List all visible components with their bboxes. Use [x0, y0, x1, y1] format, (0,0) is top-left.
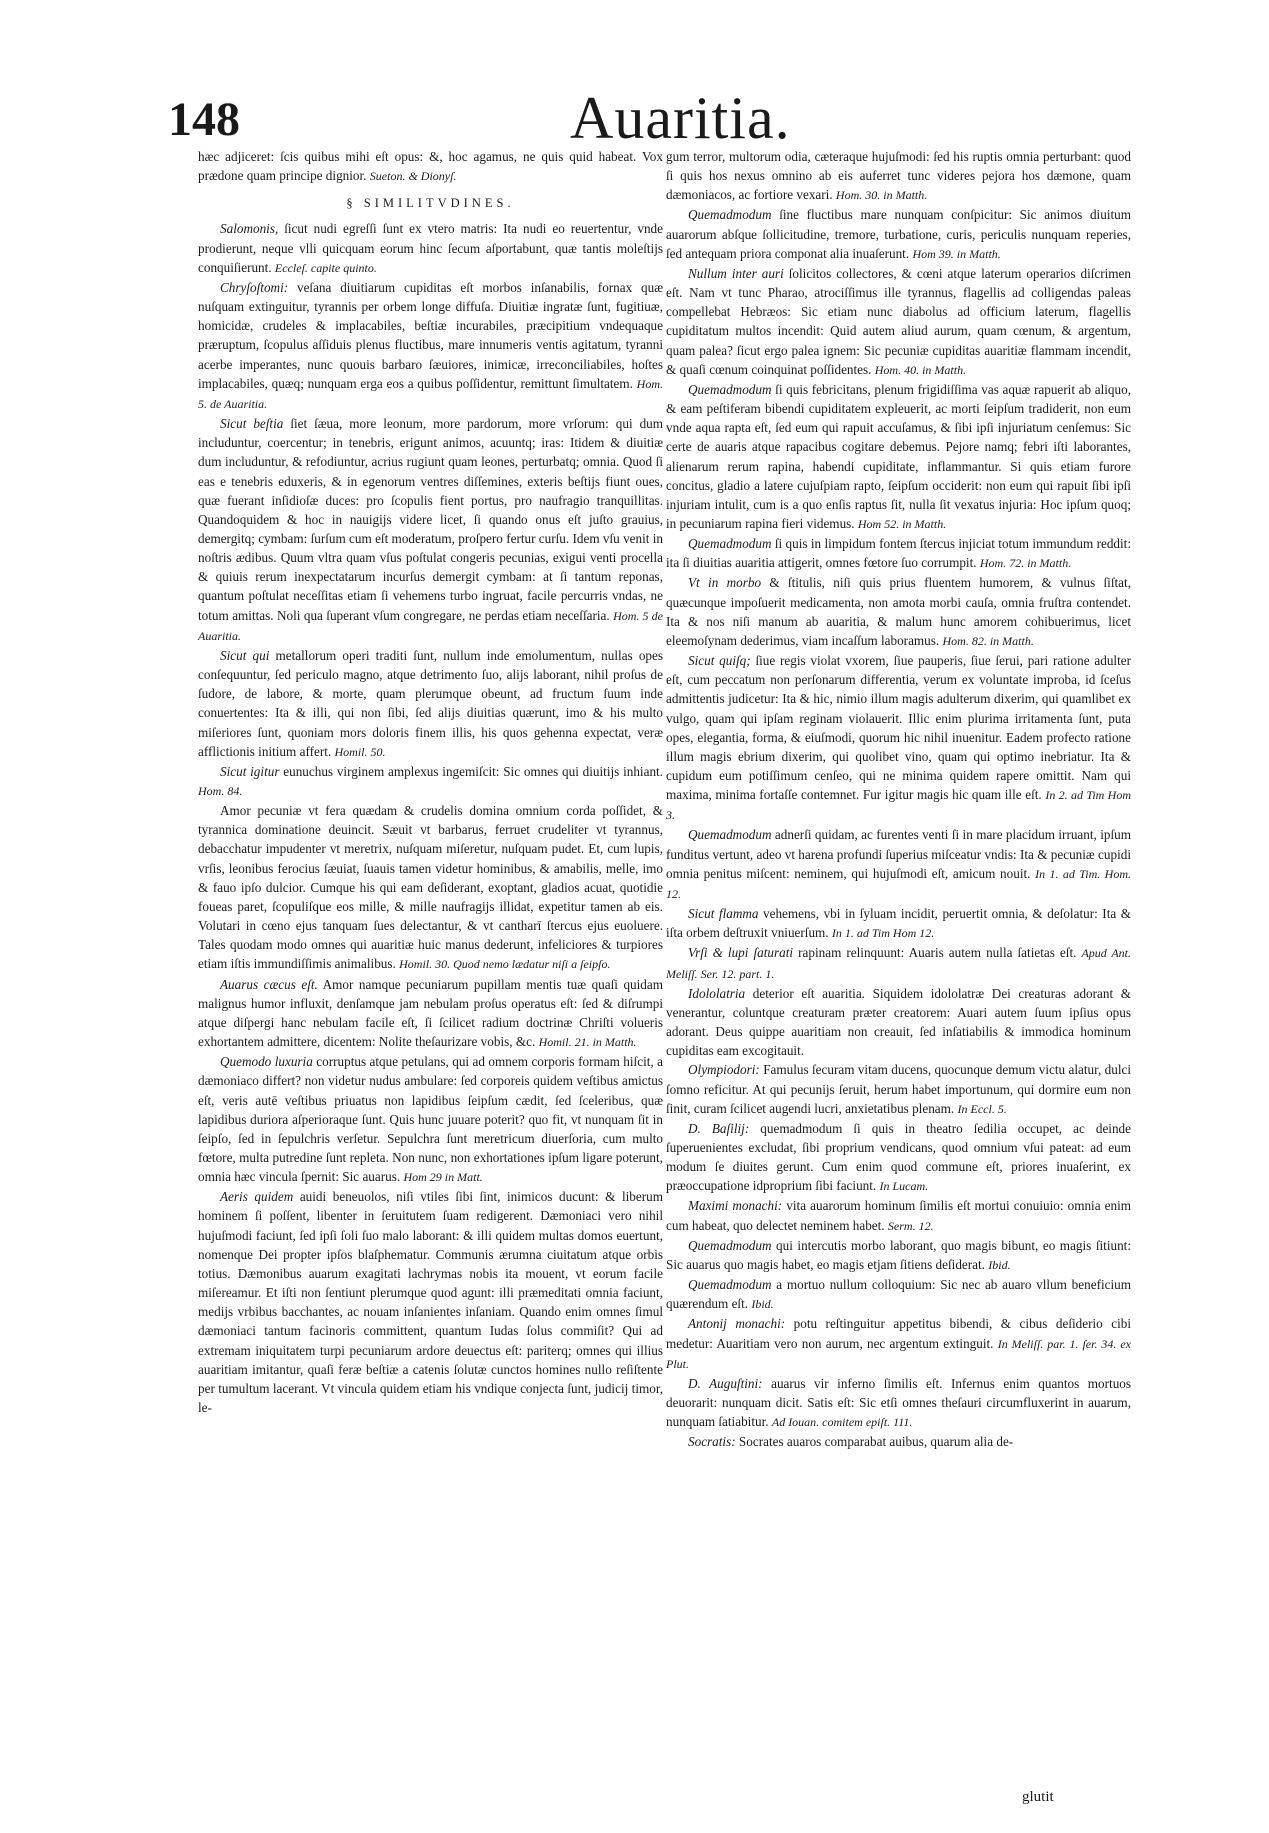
paragraph-reference: Eccleſ. capite quinto. — [274, 260, 377, 275]
paragraph — [666, 147, 1131, 205]
paragraph-reference: In 2. ad Tim Hom 3. — [666, 788, 1131, 823]
paragraph-text: Amor namque pecuniarum pupillam mentis tuæ quaſi quidam malignus humor influxit, denſamque jam nebulam proſus operatus eſt: ſed & diſrumpi atque diſpergi hanc nebulam facile eſt, ſi ſcilicet radium doctrinæ Chriſti volueris exhortantem admittere, dicentem: Nolite theſaurizare vobis, &c. — [198, 976, 664, 1050]
paragraph — [666, 1119, 1131, 1197]
paragraph-reference: Serm. 12. — [887, 1218, 934, 1233]
paragraph-text: deterior eſt auaritia. Siquidem idololatræ Dei creaturas adorant & venerantur, coluntque creaturam præter creatorem: Auari autem ſuum ipſius opus adorant. Deus quippe auaritiam non creauit, ſed inſatiabilis & immodica hominum cupiditas eam excogitauit. — [666, 985, 1132, 1059]
paragraph-text: gum terror, multorum odia, cæteraque hujuſmodi: ſed his ruptis omnia perturbant: quod ſi quis hos nexus omnino ab eis auferret tunc videres pejora hos dæmone, quam dæmoniacos, ac fortiore vexari. — [666, 149, 1131, 203]
paragraph — [198, 278, 663, 414]
paragraph — [198, 219, 663, 277]
section-heading: § SIMILITVDINES. — [346, 196, 515, 211]
paragraph-text: metallorum operi traditi ſunt, nullum inde emolumentum, nullas opes conſequuntur, ſed periculo magno, atque detrimento ſuo, alijs laborant, nihil proſus de ſudore, de labore, & morte, quam plerumque obeunt, ad fructum ſuum inde conuertentes: Ita & illi, qui non ſibi, ſed alijs diuitias quærunt, imo & his multo miſeriores ſunt, quoniam mors doloris finem illis, his quos gehenna expectat, veræ afflictionis initium affert. — [198, 647, 663, 759]
paragraph-lead: Antonij monachi: — [688, 1316, 786, 1332]
paragraph-text: veſana diuitiarum cupiditas eſt morbos inſanabilis, fornax quæ nuſquam extinguitur, tyrannis per orbem longe diffuſa. Diuitiæ ingratæ ſunt, fugitiuæ, homicidæ, crudeles & implacabiles, beſtiæ incurabiles, præcipitium vndequaque præruptum, ſcopulus aſſiduis plenus fluctibus, mare innumeris ventis agitatum, tyranni acerbe imperantes, nunc quouis barbaro ſæuiores, inimicæ, irreconciliabiles, hoſtes implacabiles, quæq; nunquam erga eos a quibus poſſidentur, remittunt ſimultatem. — [198, 279, 664, 391]
paragraph-text: hæc adjiceret: ſcis quibus mihi eſt opus: &, hoc agamus, ne quis quid habeat. Vox prædone quam principe dignior. — [198, 149, 663, 184]
paragraph — [666, 1275, 1131, 1314]
paragraph-reference: Hom 39. in Matth. — [912, 246, 1001, 261]
right-column — [666, 147, 1131, 1451]
paragraph-reference: Hom. 5 de Auaritia. — [198, 608, 663, 643]
paragraph-lead: Sicut flamma — [688, 906, 759, 922]
left-column — [198, 147, 663, 1417]
paragraph-reference: Hom 29 in Matt. — [403, 1170, 483, 1185]
paragraph — [198, 646, 663, 762]
paragraph — [666, 984, 1131, 1061]
paragraph-lead: Quemadmodum — [688, 381, 772, 397]
paragraph — [666, 1196, 1131, 1235]
paragraph — [666, 1236, 1131, 1275]
paragraph-text: ſiet ſæua, more leonum, more pardorum, more vrſorum: qui dum includuntur, coercentur; in tenebris, erigunt animos, acuuntq; iras: Itidem & diuitiæ dum includuntur, & refodiuntur, acrius rugiunt quam leones, perturbatq; omnia. Quod ſi eas e tenebris eduxeris, & in egenorum ventres diſſemines, exteris beſtijs fiunt oues, quæ fuerant inſidioſæ duces: pro ſcopulis fient portus, pro naufragio tranquillitas. Quandoquidem & hoc in nauigijs videre licet, ſi quando onus eſt juſto grauius, demergitq; cymbam: ſurſum cum eſt moderatum, proſpero fertur curſu. Idem vſu venit in noſtris ædibus. Quum vltra quam vſus poſtulat congeris pecunias, exigui venti procella & quiuis rerum inexpectatarum incurſus demergit cymbam: at ſi tantum reponas, quantum poſtulat neceſſitas etiam ſi vehemens turbo ingruat, facile percurris vndas, ne totum amittas. Noli qua ſuperant vſum congregare, ne perdas etiam neceſſaria. — [198, 416, 664, 623]
paragraph-lead: Sicut quiſq; — [688, 653, 751, 669]
paragraph-reference: In Lucam. — [879, 1179, 929, 1194]
paragraph — [666, 1060, 1131, 1118]
paragraph — [666, 1374, 1131, 1432]
paragraph-text: Amor pecuniæ vt fera quædam & crudelis domina omnium corda poſſidet, & tyrannica dominatione deuincit. Sæuit vt barbarus, ferruet crudeliter vt tyrannus, debacchatur impudenter vt meretrix, nuſquam miſeretur, nuſquam pudet. Et, cum lupis, vrſis, leonibus ferocius ſæuiat, ſuauis tamen videtur hominibus, & amabilis, melle, imo & fauo ipſo dulcior. Cumque his qui eam deſiderant, exoptant, gladios acuat, quotidie foueas paret, ſcopuliſque eos mille, & mille naufragijs illidat, expetitur tamen ab eis. Volutari in cœno ejus tanquam ſues delectantur, & vt cantharī ſtercus ejus euoluere. Tales quodam modo omnes qui auaritiæ huic manus dederunt, infeliciores & turpiores etiam iſtis immundiſſimis animalibus. — [198, 803, 663, 972]
paragraph — [666, 825, 1131, 904]
paragraph-reference: Hom. 40. in Matth. — [874, 362, 967, 377]
paragraph-text: ſiue regis violat vxorem, ſiue pauperis, ſiue ſerui, pari ratione adulter eſt, cum peccatum non perſonarum differentia, verum ex voluntate improba, id ſceſus admittentis judicetur: Ita & hic, nimio illum magis adulterum dixerim, qui quamlibet ex vulgo, quam qui ipſam reginam violauerit. Illic enim plurima irritamenta ſunt, puta opes, elegantia, forma, & eiuſmodi, quorum hic nihil inuenitur. Eadem profecto ratione illum magis ebrium dixerim, qui quolibet vino, quam qui optimo inebriatur. Ita & cupidum eum potiſſimum cenſeo, qui ne minima quidem rapere omittit. Nam qui maxima, minima fortaſſe contemnet. Fur igitur magis hic quam ille eſt. — [666, 653, 1131, 803]
paragraph-text: a mortuo nullum colloquium: Sic nec ab auaro vllum beneficium quærendum eſt. — [666, 1277, 1131, 1312]
paragraph — [666, 534, 1131, 573]
paragraph-lead: Nullum inter auri — [688, 265, 784, 281]
paragraph-lead: Sicut igitur — [220, 763, 280, 779]
paragraph-lead: Quemadmodum — [688, 207, 772, 223]
paragraph-lead: Quemadmodum — [688, 1237, 772, 1253]
paragraph-reference: Hom. 72. in Matth. — [979, 556, 1072, 571]
paragraph-reference: Hom 52. in Matth. — [857, 516, 947, 531]
paragraph-lead: D. Auguſtini: — [688, 1375, 763, 1391]
paragraph-lead: Idololatria — [688, 985, 746, 1001]
catchword: glutit — [1022, 1789, 1054, 1805]
paragraph — [198, 975, 663, 1053]
paragraph — [666, 205, 1131, 263]
paragraph-reference: In 1. ad Tim Hom 12. — [831, 926, 935, 941]
left-paragraph-list — [198, 219, 663, 1417]
paragraph — [666, 1432, 1131, 1451]
paragraph — [666, 380, 1131, 534]
paragraph-reference: Hom. 5. de Auaritia. — [198, 376, 663, 411]
paragraph-text: ſine fluctibus mare nunquam conſpicitur: Sic animos diuitum auarorum abſque ſollicitudine, tremore, turbatione, curis, periculis nunquam reperies, ſed antequam priora componat alia inuaſerunt. — [666, 207, 1131, 261]
paragraph — [198, 1187, 663, 1417]
paragraph-lead: Vt in morbo — [688, 575, 762, 591]
paragraph-text: potu reſtinguitur appetitus bibendi, & cibus deſiderio cibi medetur: Auaritiam vero non aurum, nec argentum extinguit. — [666, 1316, 1132, 1351]
running-head-title: Auaritia. — [570, 85, 791, 151]
opening-paragraph — [198, 147, 663, 186]
paragraph-reference: Ibid. — [988, 1257, 1011, 1272]
paragraph-text: adnerſi quidam, ac furentes venti ſi in mare placidum irruant, ipſum funditus vertunt, adeo vt harena profundi ſuperius miſceatur vndis: Ita & pecuniæ cupidi omnia penitus miſcent: neminem, qui hujuſmodi eſt, amicum nouit. — [666, 827, 1131, 881]
paragraph-text: eunuchus virginem amplexus ingemiſcit: Sic omnes qui diuitijs inhiant. — [283, 763, 664, 779]
paragraph-lead: Maximi monachi: — [688, 1198, 783, 1214]
paragraph — [198, 801, 663, 974]
paragraph-lead: Sicut qui — [220, 647, 270, 663]
paragraph — [666, 264, 1131, 380]
paragraph — [666, 573, 1131, 651]
paragraph-reference: In Meliſſ. par. 1. ſer. 34. ex Plut. — [666, 1336, 1131, 1371]
paragraph-text: & ſtitulis, niſi quis prius fluentem humorem, & vulnus ſiſtat, quæcunque impoſuerit medicamenta, non amota morbi cauſa, omnia fruſtra contendet. Ita & nos niſi manum ab auaritia, & malum hunc amorem cohibuerimus, licet eleemoſynam dederimus, viam incaſſum laboramus. — [666, 575, 1131, 648]
paragraph-lead: Quemadmodum — [688, 827, 772, 843]
paragraph-reference: Homil. 30. Quod nemo lædatur niſi a ſeipſo. — [399, 957, 611, 972]
paragraph-lead: Quemodo luxuria — [220, 1054, 313, 1070]
paragraph-lead: Quemadmodum — [688, 536, 772, 552]
paragraph-text: vehemens, vbi in ſyluam incidit, peruertit omnia, & deſolatur: Ita & iſta orbem deſtruxit vniuerſum. — [666, 906, 1131, 941]
paragraph-lead: Chryſoſtomi: — [220, 279, 289, 295]
paragraph-text: rapinam relinquunt: Auaris autem nulla ſatietas eſt. — [798, 945, 1077, 961]
paragraph-reference: Homil. 50. — [334, 744, 386, 759]
paragraph-lead: Vrſi & lupi ſaturati — [688, 945, 794, 961]
paragraph-text: vita auarorum hominum ſimilis eſt mortui conuiuio: omnia enim cum habeat, quo delectet neminem habet. — [666, 1198, 1132, 1233]
paragraph-text: ſicut nudi egreſſi ſunt ex vtero matris: Ita nudi eo reuertentur, vnde prodierunt, neque vlli quicquam eorum hinc ſecum aſportabunt, quæ tantis moleſtijs conquiſierunt. — [198, 221, 663, 275]
paragraph-reference: Hom. 82. in Matth. — [942, 633, 1034, 648]
paragraph-reference: Ad Iouan. comitem epiſt. 111. — [771, 1415, 913, 1430]
paragraph-text: Famulus ſecuram vitam ducens, quocunque demum victu alatur, dulci ſomno reficitur. At qui pecunijs ſeruit, herum habet importunum, qui dormire eum non ſinit, curam ſcilicet augendi lucri, anxietatibus plenam. — [666, 1062, 1132, 1116]
paragraph-reference: Hom. 30. in Matth. — [835, 188, 928, 203]
paragraph-lead: Olympiodori: — [688, 1062, 760, 1078]
paragraph-text: ſi quis in limpidum fontem ſtercus injiciat totum immundum reddit: ita ſi diuitias auaritia attigerit, omnes fœtore ſuo corrumpit. — [666, 536, 1132, 571]
right-paragraph-list — [666, 147, 1131, 1451]
paragraph-lead: Sicut beſtia — [220, 416, 284, 432]
paragraph-lead: Aeris quidem — [220, 1189, 294, 1205]
paragraph-text: ſolicitos collectores, & cœni atque laterum operarios diſcrimen eſt. Nam vt tunc Pharao, atrociſſimus ille tyrannus, flagellis ad colligendas paleas compellebat Hebræos: Sic etiam nunc diabolus ad officium laterum, flagellis cupiditatum multos incendit: Quid autem aliud aurum, quam cœnum, & argentum, quam palea? ſicut ergo palea ignem: Sic pecuniæ cupiditas auaritiæ flammam incendit, & quaſi cœnum coinquinat poſſidentes. — [666, 265, 1132, 377]
paragraph-text: ſi quis febricitans, plenum frigidiſſima vas aquæ rapuerit ab aliquo, & eam peſtiferam bibendi cupiditatem expleuerit, ac morti ſeipſum tradiderit, non eum vnde aqua rapta eſt, ſed eum qui rapuit accuſamus, & ſibi ipſi injuriatum cenſemus: Sic certe de auaris atque rapacibus cogitare debemus. Pejore namq; febri iſti laborantes, alienarum rerum rapina, habendi cupiditate, inflammantur. Si quis etiam furore concitus, gladio a latere cujuſpiam rapto, ſeipſum occiderit: non eum qui rapuit ſibi ipſi injuriam intulit, cum is a quo enſis raptus ſit, nulla ſit vexatus injuria: Hoc ipſum quoq; in pecuniarum rapina fieri videmus. — [666, 381, 1132, 531]
paragraph-reference: Ibid. — [751, 1297, 774, 1312]
paragraph-text: Socrates auaros comparabat auibus, quarum alia de- — [738, 1434, 1014, 1450]
paragraph-reference: Hom. 84. — [198, 784, 243, 798]
paragraph-text: corruptus atque petulans, qui ad omnem corporis formam hiſcit, a dæmoniaco differt? non videtur nudus ambulare: ſed corporeis quidem veſtibus amictus eſt, veris autē veſtibus priuatus non lapidibus ſeipſum cædit, ſed ſceleribus, quæ lapidibus duriora aſperioraque ſunt. Quis hunc juuare poterit? quo fit, vt nunquam ſit in ſeipſo, ſed in ſepulchris verſetur. Sepulchra ſunt meretricum diuerſoria, cum multo fœtore, multa putredine ſunt repleta. Non nunc, non exhortationes ipſum ligare poterunt, omnia hæc vincula ſpernit: Sic auarus. — [198, 1054, 663, 1185]
paragraph-reference: In 1. ad Tim. Hom. 12. — [666, 866, 1132, 901]
paragraph-text: qui intercutis morbo laborant, quo magis bibunt, eo magis ſitiunt: Sic auarus quo magis habet, eo magis etjam ſitiens deſiderat. — [666, 1237, 1132, 1272]
paragraph-lead: Socratis: — [688, 1434, 736, 1450]
paragraph — [666, 1314, 1131, 1373]
paragraph-text: auidi beneuolos, niſi vtiles ſibi ſint, inimicos ducunt: & liberum hominem ſi poſſent, libenter in ſeruitutem ſuam redigerent. Dæmoniaci vero nihil hujuſmodi faciunt, ſed ipſi ſoli ſuo malo laborant: & illi quidem multas domos euertunt, nomenque Dei propter ipſos blaſphematur. Communis ærumna ciuitatum atque orbis totius. Dæmonibus auarum exagitati lachrymas nobis ita mouent, vt eorum facile miſereamur. Et iſti non ſentiunt plerumque quod agunt: illi præmeditati omnia faciunt, medijs vrbibus bacchantes, ac nouam inſanientes inſaniam. Quando enim omnes ſimul dæmoniaci tantum facinoris committent, quantum Iudas ſolus commiſit? Qui ad extremam iniquitatem turpi pecuniarum ardore deuectus eſt: pariterq; omnes qui illius auaritiam imitantur, quaſi feræ beſtiæ a catenis ſolutæ cunctos homines nullo reſiſtente per tumultum lacerant. Vt vincula quidem etiam his vndique conjecta ſunt, judicij timor, le- — [198, 1189, 663, 1415]
page-number: 148 — [168, 93, 240, 146]
paragraph — [198, 414, 663, 646]
paragraph — [666, 943, 1131, 983]
paragraph — [198, 762, 663, 801]
paragraph-lead: Auarus cæcus eſt. — [220, 976, 318, 992]
paragraph-lead: Salomonis, — [220, 221, 279, 237]
paragraph-reference: In Eccl. 5. — [957, 1101, 1007, 1116]
paragraph-lead: D. Baſilij: — [688, 1120, 750, 1136]
paragraph-lead: Quemadmodum — [688, 1277, 772, 1293]
paragraph-reference: Sueton. & Dionyſ. — [369, 169, 457, 184]
paragraph-text: auarus vir inferno ſimilis eſt. Infernus enim quantos mortuos deuorarit: nunquam dicit. Satis eſt: Sic etſi omnes theſauri circumfluxerint in auarum, nunquam ſatiabitur. — [666, 1375, 1132, 1430]
paragraph-text: quemadmodum ſi quis in theatro ſedilia occupet, ac deinde ſuperuenientes excludat, ſibi proprium vendicans, quod omnium vſui pateat: ad eum modum ſe diuites gerunt. Cum enim quod commune eſt, priores inuaſerint, ex præoccupatione idproprium ſibi faciunt. — [666, 1120, 1131, 1194]
paragraph — [666, 651, 1131, 825]
paragraph — [666, 904, 1131, 943]
paragraph-reference: Homil. 21. in Matth. — [538, 1035, 637, 1050]
paragraph — [198, 1052, 663, 1187]
paragraph-reference: Apud Ant. Meliſſ. Ser. 12. part. 1. — [666, 946, 1132, 981]
